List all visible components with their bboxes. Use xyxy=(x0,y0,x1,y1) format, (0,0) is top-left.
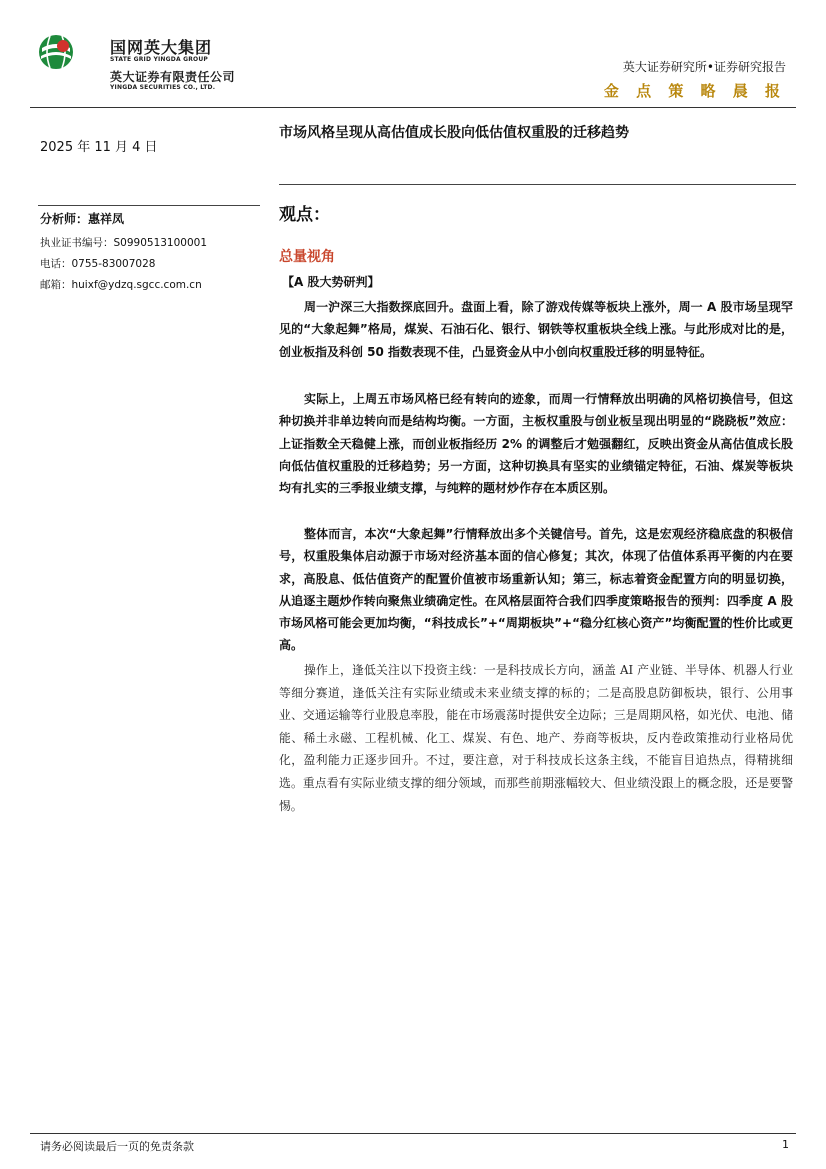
paragraph-2: 实际上，上周五市场风格已经有转向的迹象，而周一行情释放出明确的风格切换信号，但这种切换并非单边转向而是结构均衡。一方面，主板权重股与创业板呈现出明显的“跷跷板”效应：上证指数全天稳健上涨，而创业板指经历 2% 的调整后才勉强翻红，反映出资金从高估值成长股向低估值权重股的迁移趋势；另一方面，这种切换具有坚实的业绩锚定特征，石油、煤炭等板块均有扎实的三季报业绩支撑，与纯粹的题材炒作存在本质区别。 xyxy=(279,392,793,496)
analyst-email: 邮箱：huixf@ydzq.sgcc.com.cn xyxy=(40,279,202,291)
header-series-title: 金 点 策 略 晨 报 xyxy=(603,82,786,100)
logo-group-name-en: STATE GRID YINGDA GROUP xyxy=(110,56,209,63)
footer-divider xyxy=(30,1133,796,1134)
paragraph-3: 整体而言，本次“大象起舞”行情释放出多个关键信号。首先，这是宏观经济稳底盘的积极信号，权重股集体启动源于市场对经济基本面的信心修复；其次，体现了估值体系再平衡的内在要求，高股息、低估值资产的配置价值被市场重新认知；第三，标志着资金配置方向的明显切换，从追逐主题炒作转向聚焦业绩确定性。在风格层面符合我们四季度策略报告的预判：四季度 A 股市场风格可能会更加均衡，“科技成长”+“周期板块”+“稳分红核心资产”均衡配置的性价比或更高。 xyxy=(279,527,793,653)
report-date: 2025 年 11 月 4 日 xyxy=(40,140,158,155)
report-title: 市场风格呈现从高估值成长股向低估值权重股的迁移趋势 xyxy=(279,125,629,141)
section-heading: 观点： xyxy=(279,205,330,225)
header-institute: 英大证券研究所•证券研究报告 xyxy=(622,60,786,74)
logo-group-name-cn: 国网英大集团 xyxy=(110,38,213,57)
title-divider xyxy=(279,184,796,185)
analyst-license: 执业证书编号：S0990513100001 xyxy=(40,237,208,249)
topic-heading: 【A 股大势研判】 xyxy=(282,275,380,289)
globe-logo-icon xyxy=(38,34,74,70)
paragraph-4: 操作上，逢低关注以下投资主线：一是科技成长方向，涵盖 AI 产业链、半导体、机器人行业等细分赛道，逢低关注有实际业绩或未来业绩支撑的标的；二是高股息防御板块，银行、公用事业、交通运输等行业股息率股，能在市场震荡时提供安全边际；三是周期风格，如光伏、电池、储能、稀土永磁、工程机械、化工、煤炭、有色、地产、券商等板块，反内卷政策推动行业格局优化，盈利能力正逐步回升。不过，要注意，对于科技成长这条主线，不能盲目追热点，得精挑细选。重点看有实际业绩支撑的细分领域，而那些前期涨幅较大、但业绩没跟上的概念股，还是要警惕。 xyxy=(279,663,793,813)
company-logo xyxy=(38,32,258,94)
analyst-phone: 电话：0755-83007028 xyxy=(40,258,156,270)
logo-company-name-cn: 英大证券有限责任公司 xyxy=(110,70,236,84)
logo-company-name-en: YINGDA SECURITIES CO., LTD. xyxy=(110,84,216,91)
page-number: 1 xyxy=(782,1138,789,1151)
sidebar-divider xyxy=(38,205,260,206)
subsection-heading: 总量视角 xyxy=(279,249,335,265)
analyst-name: 分析师：惠祥凤 xyxy=(40,212,125,226)
paragraph-1: 周一沪深三大指数探底回升。盘面上看，除了游戏传媒等板块上涨外，周一 A 股市场呈现罕见的“大象起舞”格局，煤炭、石油石化、银行、钢铁等权重板块全线上涨。与此形成对比的是，创业板指及科创 50 指数表现不佳，凸显资金从中小创向权重股迁移的明显特征。 xyxy=(279,300,793,359)
footer-disclaimer: 请务必阅读最后一页的免责条款 xyxy=(40,1140,194,1153)
header-divider xyxy=(30,107,796,108)
